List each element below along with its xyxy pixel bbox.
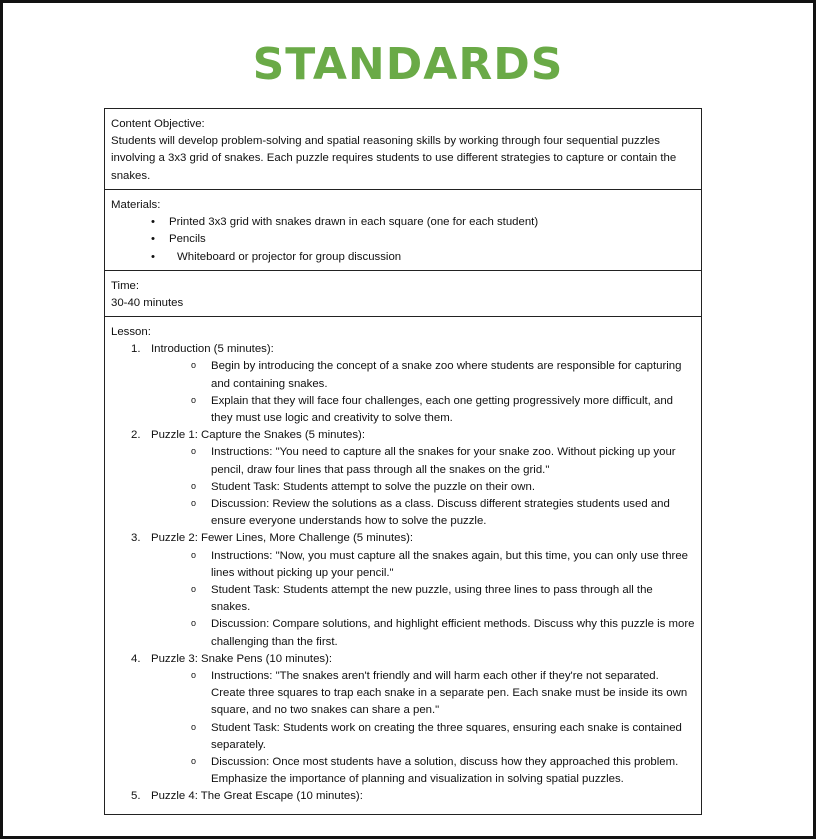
step-number: 3.	[131, 532, 141, 545]
lesson-heading: Lesson:	[111, 326, 151, 338]
step-item-text: Explain that they will face four challenges, each one getting progressively more difficult, and they must use logic and creativity to solve them.	[211, 394, 674, 425]
step-item	[191, 582, 695, 616]
step-item	[191, 668, 695, 720]
lesson-step	[131, 341, 695, 427]
step-items	[151, 444, 695, 530]
materials-list	[111, 214, 695, 266]
step-item-text: "Now, you must capture all the snakes again, but this time, you can only use three lines without picking up your pencil."	[211, 549, 689, 579]
lesson-steps	[111, 341, 695, 805]
step-item	[191, 548, 695, 582]
step-item	[191, 616, 695, 650]
lesson-step	[131, 788, 695, 805]
lesson-section	[105, 317, 701, 811]
content-objective-section	[105, 109, 701, 190]
step-item-text: "The snakes aren't friendly and will harm each other if they're not separated. Create three squares to trap each snake in a separate pen. Each snake must be inside its own square, and no two snakes can share a pen."	[211, 670, 688, 717]
step-item-label: Instructions:	[211, 446, 273, 459]
step-title: Puzzle 1: Capture the Snakes (5 minutes):	[151, 429, 365, 442]
step-item	[191, 358, 695, 392]
step-number: 4.	[131, 652, 141, 665]
lesson-step	[131, 651, 695, 789]
step-item-text: Once most students have a solution, discuss how they approached this problem. Emphasize the importance of planning and visualization in solving spatial puzzles.	[211, 756, 679, 786]
step-item-label: Discussion:	[211, 498, 270, 511]
materials-heading: Materials:	[111, 199, 161, 211]
step-number: 5.	[131, 790, 141, 803]
step-item-label: Instructions:	[211, 670, 273, 683]
step-item-label: Student Task:	[211, 584, 280, 597]
lesson-step	[131, 427, 695, 530]
page-title: STANDARDS	[252, 39, 564, 90]
time-section	[105, 271, 701, 317]
materials-item: • Printed 3x3 grid with snakes drawn in each square (one for each student)	[145, 214, 695, 231]
step-item-label: Student Task:	[211, 721, 280, 734]
materials-item: • Whiteboard or projector for group discussion	[145, 249, 695, 266]
step-items	[151, 358, 695, 427]
step-title: Introduction (5 minutes):	[151, 343, 274, 356]
time-heading: Time:	[111, 280, 140, 292]
step-item-text: Compare solutions, and highlight efficient methods. Discuss why this puzzle is more challenging than the first.	[211, 618, 695, 648]
standards-table	[104, 108, 702, 815]
step-item	[191, 754, 695, 788]
content-objective-heading: Content Objective:	[111, 118, 205, 130]
step-items	[151, 668, 695, 788]
step-item	[191, 496, 695, 530]
step-item	[191, 720, 695, 754]
materials-item: • Pencils	[145, 231, 695, 248]
step-item-label: Instructions:	[211, 549, 273, 562]
step-item-text: Begin by introducing the concept of a snake zoo where students are responsible for capturing and containing snakes.	[211, 360, 682, 390]
step-item-label: Discussion:	[211, 756, 270, 769]
step-item-text: Review the solutions as a class. Discuss different strategies students used and ensure everyone understands how to solve the puzzle.	[211, 498, 670, 528]
step-title: Puzzle 3: Snake Pens (10 minutes):	[151, 652, 333, 665]
step-item-label: Discussion:	[211, 618, 270, 631]
time-text: 30-40 minutes	[111, 297, 184, 310]
step-item-text: Students attempt the new puzzle, using three lines to pass through all the snakes.	[211, 584, 653, 614]
step-title: Puzzle 4: The Great Escape (10 minutes):	[151, 790, 363, 803]
materials-section	[105, 190, 701, 271]
step-item-label: Student Task:	[211, 480, 280, 493]
content-objective-text: Students will develop problem-solving and spatial reasoning skills by working through four sequential puzzles involving a 3x3 grid of snakes. Each puzzle requires students to use different strategies to capture or contain the snakes.	[111, 135, 677, 182]
step-title: Puzzle 2: Fewer Lines, More Challenge (5 minutes):	[151, 532, 414, 545]
step-number: 1.	[131, 343, 141, 356]
step-item	[191, 479, 695, 496]
step-item-text: "You need to capture all the snakes for your snake zoo. Without picking up your pencil, draw four lines that pass through all the snakes on the grid."	[211, 446, 676, 476]
step-number: 2.	[131, 429, 141, 442]
lesson-step	[131, 530, 695, 650]
step-item-text: Students work on creating the three squares, ensuring each snake is contained separately.	[211, 721, 682, 751]
step-items	[151, 548, 695, 651]
step-item	[191, 393, 695, 427]
step-item-text: Students attempt to solve the puzzle on their own.	[279, 480, 535, 493]
step-item	[191, 444, 695, 478]
